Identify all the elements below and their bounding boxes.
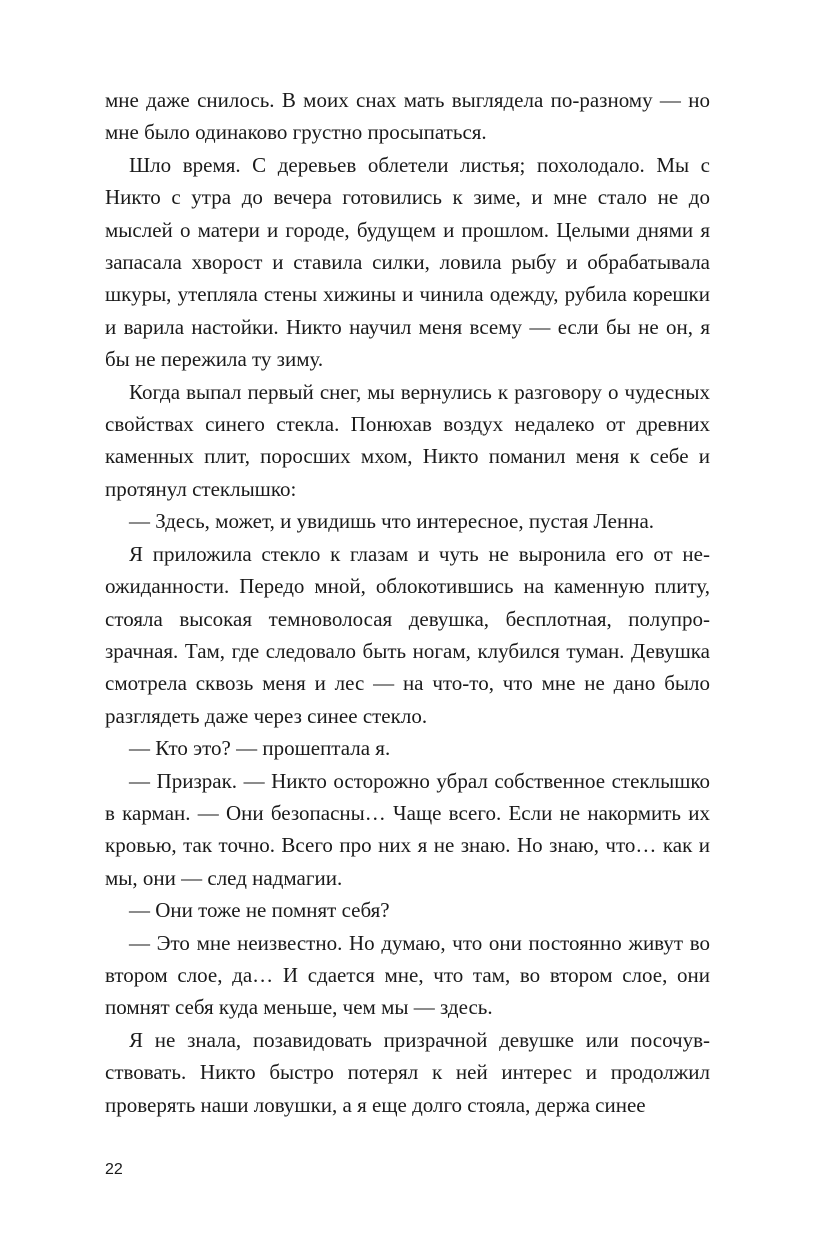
page-number: 22 — [105, 1161, 123, 1178]
dialogue-line: — Кто это? — прошептала я. — [129, 736, 391, 761]
body-text — [105, 84, 710, 1121]
dialogue-line: — Призрак. — Никто осторожно убрал собственное стеклышко в карман. — Они безопасны… Чаще всего. Если не накормить их кровью, так точно. Всего про них я не знаю. Но знаю, что… как и мы, они — след надмагии. — [105, 768, 710, 890]
paragraph: Шло время. С деревьев облетели листья; похолодало. Мы с Никто с утра до вечера готовились к зиме, и мне стало не до мыслей о матери и городе, будущем и прошлом. Целыми днями я запасала хворост и ставила силки, ловила рыбу и обрабатывала шкуры, утепляла стены хижины и чинила одежду, рубила корешки и варила настойки. Никто научил меня всему — если бы не он, я бы не пережила ту зиму. — [105, 152, 710, 372]
paragraph-continuation: мне даже снилось. В моих снах мать выглядела по-разному — но мне было одинаково грустно просыпаться. — [105, 88, 710, 145]
paragraph: Я не знала, позавидовать призрачной девушке или посочувствовать. Никто быстро потерял к ней интерес и продолжил проверять наши ловушки, а я еще долго стояла, держа синее — [105, 1027, 710, 1117]
dialogue-line: — Это мне неизвестно. Но думаю, что они постоянно живут во втором слое, да… И сдается мне, что там, во втором слое, они помнят себя куда меньше, чем мы — здесь. — [105, 930, 710, 1020]
dialogue-line: — Они тоже не помнят себя? — [129, 898, 390, 923]
dialogue-line: — Здесь, может, и увидишь что интересное, пустая Ленна. — [129, 509, 655, 534]
paragraph: Я приложила стекло к глазам и чуть не выронила его от неожиданности. Передо мной, облокотившись на каменную плиту, стояла высокая темноволосая девушка, бесплотная, полупрозрачная. Там, где следовало быть ногам, клубился туман. Девушка смотрела сквозь меня и лес — на что-то, что мне не дано было разглядеть даже через синее стекло. — [105, 541, 710, 728]
paragraph: Когда выпал первый снег, мы вернулись к разговору о чудесных свойствах синего стекла. Понюхав воздух недалеко от древних каменных плит, поросших мхом, Никто поманил меня к себе и протянул стеклышко: — [105, 379, 710, 501]
